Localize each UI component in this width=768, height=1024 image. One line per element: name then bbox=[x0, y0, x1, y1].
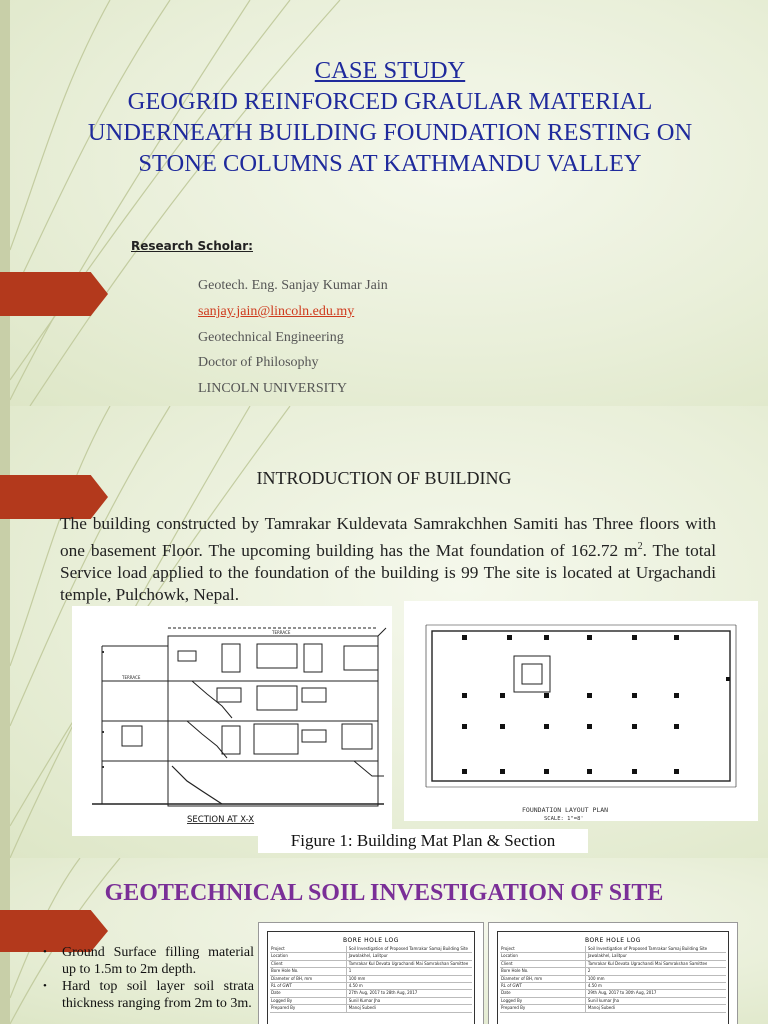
list-item: • Ground Surface filling material up to 1.5m to 2m depth. bbox=[40, 944, 254, 978]
table-row bbox=[500, 976, 726, 983]
soil-investigation-heading: GEOTECHNICAL SOIL INVESTIGATION OF SITE bbox=[104, 880, 664, 906]
findings-list bbox=[40, 944, 254, 1012]
table-row bbox=[500, 961, 726, 968]
log-frame bbox=[267, 931, 475, 1024]
log-value: Tamrakar Kul Devata Ugrachandi Mai Samrakshan Samittee bbox=[587, 960, 708, 966]
title-line: STONE COLUMNS AT KATHMANDU VALLEY bbox=[138, 150, 642, 177]
table-row bbox=[270, 961, 472, 968]
building-section-drawing bbox=[72, 606, 392, 836]
log-key: Client bbox=[270, 961, 347, 967]
figure-caption: Figure 1: Building Mat Plan & Section bbox=[258, 829, 588, 853]
log-title: BORE HOLE LOG bbox=[585, 937, 641, 944]
log-frame bbox=[497, 931, 729, 1024]
table-row bbox=[500, 968, 726, 975]
plan-svg bbox=[404, 601, 758, 821]
terrace-label: TERRACE bbox=[272, 630, 291, 635]
section-svg bbox=[72, 606, 392, 836]
log-table bbox=[270, 946, 472, 1013]
log-value: 2 bbox=[587, 968, 591, 974]
log-value: 1 bbox=[348, 968, 352, 974]
log-table bbox=[500, 946, 726, 1013]
table-row bbox=[270, 976, 472, 983]
table-row bbox=[500, 946, 726, 953]
log-key: RL of GWT bbox=[500, 983, 586, 989]
column-markers bbox=[462, 635, 730, 774]
table-row bbox=[500, 990, 726, 997]
foundation-plan-drawing bbox=[404, 601, 758, 821]
plan-title: FOUNDATION LAYOUT PLAN bbox=[522, 806, 609, 814]
scholar-field: Geotechnical Engineering bbox=[198, 330, 344, 345]
log-value: 4.50 m bbox=[587, 983, 602, 989]
log-value: Sunil kumar Jha bbox=[587, 997, 620, 1003]
log-value: Soil Investigation of Proposed Tamrakar Samaj Building Site bbox=[348, 946, 469, 951]
log-key: RL of GWT bbox=[270, 983, 347, 989]
slide-title bbox=[0, 0, 768, 406]
log-key: Project bbox=[270, 946, 347, 952]
log-value: 27th Aug, 2017 to 28th Aug, 2017 bbox=[348, 990, 418, 996]
title-line: UNDERNEATH BUILDING FOUNDATION RESTING ON bbox=[87, 119, 693, 146]
log-value: 29th Aug, 2017 to 30th Aug, 2017 bbox=[587, 990, 657, 996]
scholar-name: Geotech. Eng. Sanjay Kumar Jain bbox=[198, 278, 388, 293]
slide-soil-investigation bbox=[0, 858, 768, 1024]
table-row bbox=[500, 998, 726, 1005]
title-line: CASE STUDY bbox=[314, 57, 466, 84]
log-value: Jawalakhel, Lalitpur bbox=[587, 953, 627, 959]
log-key: Logged By bbox=[270, 998, 347, 1004]
table-row bbox=[270, 968, 472, 975]
scholar-degree: Doctor of Philosophy bbox=[198, 355, 319, 370]
log-value: Manoj Subedi bbox=[587, 1005, 615, 1011]
terrace-label: TERRACE bbox=[122, 675, 141, 680]
log-key: Date bbox=[500, 990, 586, 996]
table-row bbox=[500, 983, 726, 990]
log-key: Bore Hole No. bbox=[500, 968, 586, 974]
plan-scale: SCALE: 1"=8' bbox=[544, 816, 584, 821]
log-value: 100 mm bbox=[587, 975, 605, 981]
scholar-label: Research Scholar: bbox=[131, 239, 253, 253]
log-key: Prepared By bbox=[500, 1005, 586, 1011]
presentation-title bbox=[40, 55, 740, 179]
log-key: Prepared By bbox=[270, 1005, 347, 1011]
log-key: Location bbox=[500, 953, 586, 959]
slide-introduction bbox=[0, 406, 768, 858]
table-row bbox=[270, 983, 472, 990]
section-label: SECTION AT X-X bbox=[187, 815, 255, 825]
scholar-university: LINCOLN UNIVERSITY bbox=[198, 381, 347, 396]
bore-hole-log-1 bbox=[258, 922, 484, 1024]
table-row bbox=[270, 998, 472, 1005]
slide-tab-marker bbox=[0, 272, 108, 316]
table-row bbox=[500, 953, 726, 960]
table-row bbox=[270, 946, 472, 953]
table-row bbox=[270, 990, 472, 997]
superscript: 2 bbox=[637, 540, 643, 552]
table-row bbox=[500, 1005, 726, 1012]
log-value: Jawalakhel, Lalitpur bbox=[348, 953, 388, 959]
log-key: Logged By bbox=[500, 998, 586, 1004]
log-value: Tamrakar Kul Devata Ugrachandi Mai Samrakshan Samittee bbox=[348, 960, 469, 966]
log-title: BORE HOLE LOG bbox=[343, 937, 399, 944]
left-bar bbox=[0, 0, 10, 406]
log-key: Diameter of BH, mm bbox=[270, 976, 347, 982]
log-key: Bore Hole No. bbox=[270, 968, 347, 974]
log-key: Project bbox=[500, 946, 586, 952]
log-value: Soil Investigation of Proposed Tamrakar Samaj Building Site bbox=[587, 946, 708, 951]
title-line: GEOGRID REINFORCED GRAULAR MATERIAL bbox=[127, 88, 653, 115]
intro-heading: INTRODUCTION OF BUILDING bbox=[256, 468, 512, 488]
log-value: 100 mm bbox=[348, 975, 366, 981]
scholar-email-link[interactable]: sanjay.jain@lincoln.edu.my bbox=[198, 304, 355, 319]
intro-paragraph bbox=[60, 513, 716, 607]
list-item: • Hard top soil layer soil strata thickness ranging from 2m to 3m. bbox=[40, 978, 254, 1012]
log-key: Date bbox=[270, 990, 347, 996]
log-value: Sunil Kumar Jha bbox=[348, 997, 381, 1003]
intro-text: . The total Service load applied to the foundation of the building is 99 The site is located at Urgachandi temple, Pulchowk, Nepal. bbox=[60, 540, 716, 605]
log-key: Location bbox=[270, 953, 347, 959]
log-key: Diameter of BH, mm bbox=[500, 976, 586, 982]
table-row bbox=[270, 1005, 472, 1012]
table-row bbox=[270, 953, 472, 960]
intro-text: The building constructed by Tamrakar Kuldevata Samrakchhen Samiti has Three floors with one basement Floor. The upcoming building has the Mat foundation of 162.72 m bbox=[60, 514, 716, 560]
log-value: Manoj Subedi bbox=[348, 1005, 376, 1011]
log-value: 4.50 m bbox=[348, 983, 363, 989]
bore-hole-log-2 bbox=[488, 922, 738, 1024]
log-key: Client bbox=[500, 961, 586, 967]
